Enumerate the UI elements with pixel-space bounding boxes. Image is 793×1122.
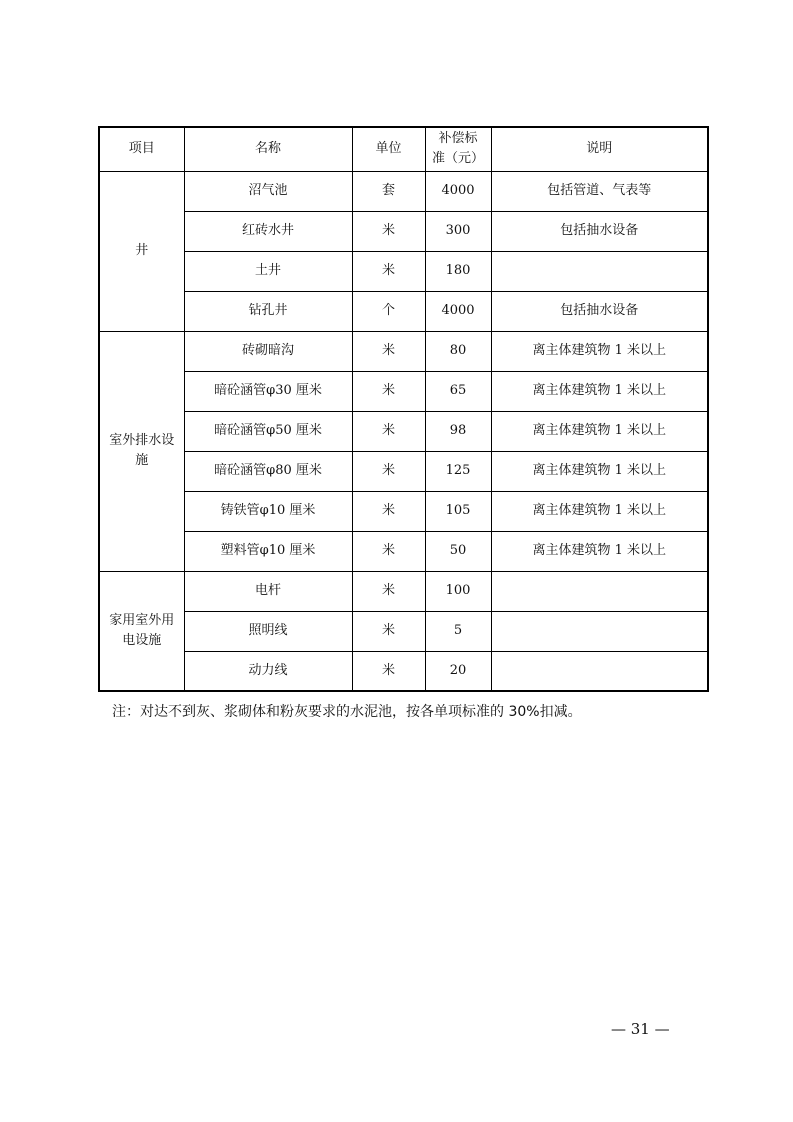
- unit-cell: 个: [352, 291, 425, 331]
- unit-cell: 米: [352, 571, 425, 611]
- item-name-cell: 塑料管φ10 厘米: [184, 531, 352, 571]
- item-name-cell: 照明线: [184, 611, 352, 651]
- page-number: — 31 —: [611, 1020, 670, 1038]
- item-name-cell: 暗砼涵管φ80 厘米: [184, 451, 352, 491]
- standard-cell: 4000: [425, 291, 491, 331]
- unit-cell: 米: [352, 331, 425, 371]
- table-row: [99, 451, 708, 491]
- item-name-cell: 暗砼涵管φ30 厘米: [184, 371, 352, 411]
- description-cell: 离主体建筑物 1 米以上: [491, 531, 708, 571]
- category-label: 家用室外用: [109, 612, 175, 628]
- footnote: 注：对达不到灰、浆砌体和粉灰要求的水泥池，按各单项标准的 30%扣减。: [112, 704, 582, 720]
- table-row: [99, 251, 708, 291]
- standard-cell: 50: [425, 531, 491, 571]
- description-cell: 离主体建筑物 1 米以上: [491, 371, 708, 411]
- category-label: 井: [135, 243, 149, 258]
- table-row: [99, 211, 708, 251]
- unit-cell: 米: [352, 611, 425, 651]
- unit-cell: 米: [352, 531, 425, 571]
- table-row: [99, 171, 708, 211]
- description-cell: 包括抽水设备: [491, 291, 708, 331]
- unit-cell: 米: [352, 451, 425, 491]
- item-name-cell: 暗砼涵管φ50 厘米: [184, 411, 352, 451]
- category-label: 电设施: [122, 632, 162, 648]
- description-cell: [491, 251, 708, 291]
- header-name: 名称: [184, 127, 352, 171]
- unit-cell: 套: [352, 171, 425, 211]
- standard-cell: 65: [425, 371, 491, 411]
- header-standard-line2: 准（元）: [431, 151, 484, 167]
- description-cell: [491, 571, 708, 611]
- header-item: 项目: [99, 127, 184, 171]
- item-name-cell: 铸铁管φ10 厘米: [184, 491, 352, 531]
- item-name-cell: 土井: [184, 251, 352, 291]
- standard-cell: 4000: [425, 171, 491, 211]
- table-row: [99, 531, 708, 571]
- unit-cell: 米: [352, 491, 425, 531]
- table-row: [99, 371, 708, 411]
- unit-cell: 米: [352, 651, 425, 691]
- standard-cell: 180: [425, 251, 491, 291]
- item-name-cell: 红砖水井: [184, 211, 352, 251]
- description-cell: 离主体建筑物 1 米以上: [491, 491, 708, 531]
- standard-cell: 300: [425, 211, 491, 251]
- standard-cell: 105: [425, 491, 491, 531]
- standard-cell: 80: [425, 331, 491, 371]
- category-cell: [99, 571, 184, 691]
- description-cell: [491, 651, 708, 691]
- standard-cell: 100: [425, 571, 491, 611]
- header-standard-line1: 补偿标: [438, 131, 478, 147]
- item-name-cell: 电杆: [184, 571, 352, 611]
- unit-cell: 米: [352, 411, 425, 451]
- unit-cell: 米: [352, 371, 425, 411]
- category-label: 施: [135, 453, 149, 468]
- description-cell: 离主体建筑物 1 米以上: [491, 411, 708, 451]
- standard-cell: 125: [425, 451, 491, 491]
- description-cell: 离主体建筑物 1 米以上: [491, 331, 708, 371]
- standard-cell: 20: [425, 651, 491, 691]
- header-standard: [425, 127, 491, 171]
- standard-cell: 5: [425, 611, 491, 651]
- table-header-row: [99, 127, 708, 171]
- description-cell: 离主体建筑物 1 米以上: [491, 451, 708, 491]
- description-cell: [491, 611, 708, 651]
- header-description: 说明: [491, 127, 708, 171]
- item-name-cell: 动力线: [184, 651, 352, 691]
- category-cell: [99, 171, 184, 331]
- description-cell: 包括抽水设备: [491, 211, 708, 251]
- compensation-table: [98, 126, 709, 692]
- item-name-cell: 沼气池: [184, 171, 352, 211]
- header-unit: 单位: [352, 127, 425, 171]
- unit-cell: 米: [352, 251, 425, 291]
- item-name-cell: 钻孔井: [184, 291, 352, 331]
- unit-cell: 米: [352, 211, 425, 251]
- description-cell: 包括管道、气表等: [491, 171, 708, 211]
- table-row: [99, 291, 708, 331]
- category-cell: [99, 331, 184, 571]
- table-row: [99, 651, 708, 691]
- table-row: [99, 611, 708, 651]
- table-row: [99, 571, 708, 611]
- item-name-cell: 砖砌暗沟: [184, 331, 352, 371]
- table-row: [99, 491, 708, 531]
- standard-cell: 98: [425, 411, 491, 451]
- table-row: [99, 331, 708, 371]
- category-label: 室外排水设: [109, 433, 175, 448]
- table-row: [99, 411, 708, 451]
